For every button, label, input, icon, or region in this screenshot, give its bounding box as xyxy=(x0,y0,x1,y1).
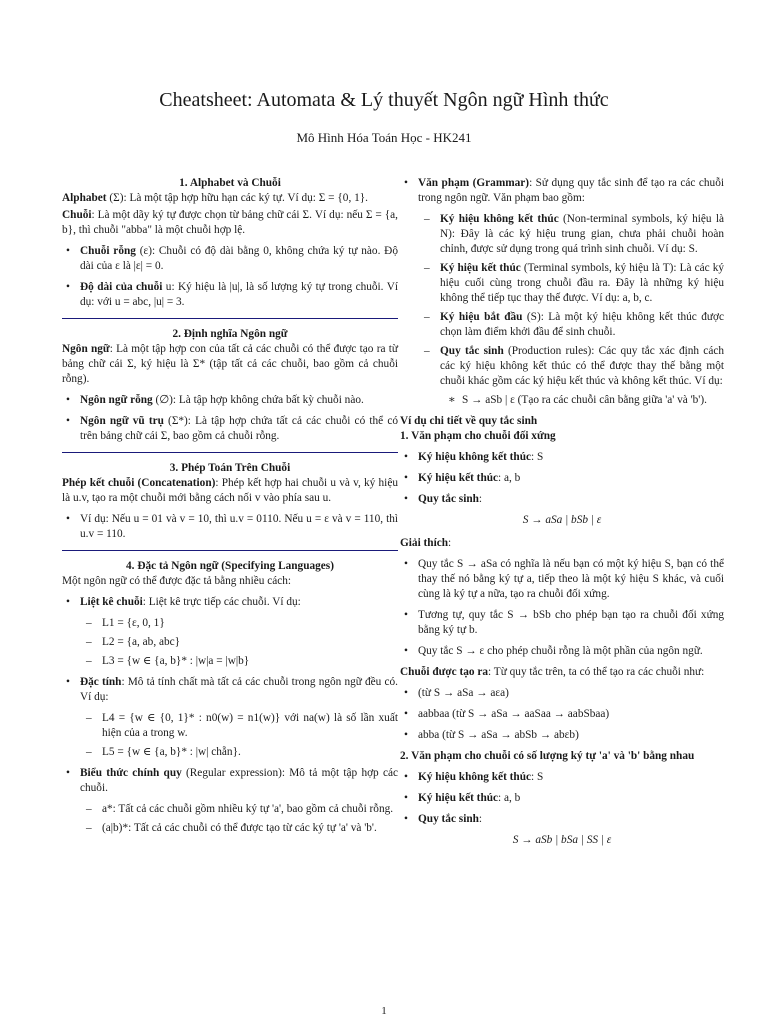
list-item xyxy=(80,766,398,836)
term: Ký hiệu không kết thúc xyxy=(440,213,559,225)
list-item xyxy=(418,812,724,827)
term: Chuỗi được tạo ra xyxy=(400,666,489,678)
bullet-list xyxy=(400,686,724,743)
list-item xyxy=(80,675,398,760)
document-subtitle: Mô Hình Hóa Toán Học - HK241 xyxy=(296,130,472,145)
sub-item: – L4 = {w ∈ {0, 1}* : n0(w) = n1(w)} với na(w) là số lần xuất hiện của a trong w. xyxy=(102,711,398,741)
section-divider xyxy=(62,318,398,319)
text: (Non-terminal symbols, ký hiệu là N): Đây là các ký hiệu trung gian, chưa phải chuỗi hoàn chỉnh, được sử dụng trong quá trình sinh chuỗi. Ví dụ: S. xyxy=(440,213,724,255)
examples-heading: Ví dụ chi tiết về quy tắc sinh xyxy=(400,415,538,427)
example-list xyxy=(440,393,724,408)
term: Ký hiệu không kết thúc xyxy=(418,451,531,463)
bullet-list xyxy=(62,512,398,542)
term: Ngôn ngữ vũ trụ xyxy=(80,415,164,427)
list-item xyxy=(418,791,724,806)
term: Ký hiệu kết thúc xyxy=(440,262,521,274)
sub-item xyxy=(440,310,724,340)
text: u: Ký hiệu là |u|, là số lượng ký tự trong chuỗi. Ví dụ: với u = abc, |u| = 3. xyxy=(80,281,398,308)
grammar-list xyxy=(400,176,724,408)
section-divider xyxy=(62,452,398,453)
list-item: • (từ S → aSa → aεa) xyxy=(418,686,724,701)
bullet-list xyxy=(400,557,724,659)
list-item: • Tương tự, quy tắc S → bSb cho phép bạn tạo ra chuỗi đối xứng bằng ký tự b. xyxy=(418,608,724,638)
list-item xyxy=(80,244,398,274)
list-item xyxy=(418,492,724,507)
text: (Σ*): Là tập hợp chứa tất cả các chuỗi có thể có trên bảng chữ cái Σ, bao gồm cả chuỗi rỗng. xyxy=(80,415,398,442)
term: Quy tắc sinh xyxy=(418,493,479,505)
section-heading: 1. Alphabet và Chuỗi xyxy=(179,177,281,189)
list-item: • Quy tắc S → ε cho phép chuỗi rỗng là một phần của ngôn ngữ. xyxy=(418,644,724,659)
term: Ngôn ngữ xyxy=(62,343,110,355)
list-item xyxy=(80,280,398,310)
term: Độ dài của chuỗi xyxy=(80,281,163,293)
paragraph xyxy=(400,665,724,680)
term: Liệt kê chuỗi xyxy=(80,596,143,608)
text: : xyxy=(478,813,483,825)
text: : Từ quy tắc trên, ta có thể tạo ra các chuỗi như: xyxy=(488,666,705,678)
paragraph xyxy=(62,208,398,238)
term: Biểu thức chính quy xyxy=(80,767,182,779)
example2-heading: 2. Văn phạm cho chuỗi có số lượng ký tự 'a' và 'b' bằng nhau xyxy=(400,750,695,762)
sub-item: – L2 = {a, ab, abc} xyxy=(102,635,398,650)
sub-item: – L3 = {w ∈ {a, b}* : |w|a = |w|b} xyxy=(102,654,398,669)
paragraph xyxy=(62,342,398,387)
term: Phép kết chuỗi (Concatenation) xyxy=(62,477,216,489)
sub-item xyxy=(440,261,724,306)
list-item xyxy=(80,414,398,444)
section-divider xyxy=(62,550,398,551)
text: : a, b xyxy=(498,472,521,484)
text: (ε): Chuỗi có độ dài bằng 0, không chứa ký tự nào. Độ dài của ε là |ε| = 0. xyxy=(80,245,398,272)
sub-item: – L1 = {ε, 0, 1} xyxy=(102,616,398,631)
text: : xyxy=(478,493,483,505)
example1-heading: 1. Văn phạm cho chuỗi đối xứng xyxy=(400,430,556,442)
sub-list xyxy=(80,616,398,669)
text: : Là một tập hợp con của tất cả các chuỗi có thể được tạo ra từ bảng chữ cái Σ, ký hiệu là Σ* (tập tất cả các chuỗi, bao gồm cả chuỗi rỗng). xyxy=(62,343,398,385)
term: Ký hiệu không kết thúc xyxy=(418,771,531,783)
term: Chuỗi rỗng xyxy=(80,245,136,257)
section-language-definition xyxy=(62,327,398,444)
term: Alphabet xyxy=(62,192,107,204)
bullet-list xyxy=(400,450,724,507)
production-rule: S → aSa | bSb | ε xyxy=(522,514,602,526)
text: : S xyxy=(531,451,544,463)
section-heading: 4. Đặc tả Ngôn ngữ (Specifying Languages) xyxy=(126,560,334,572)
list-item: • Ví dụ: Nếu u = 01 và v = 10, thì u.v = 0110. Nếu u = ε và v = 110, thì u.v = 110. xyxy=(80,512,398,542)
text: : S xyxy=(531,771,544,783)
term: Chuỗi xyxy=(62,209,92,221)
term: Ký hiệu kết thúc xyxy=(418,792,499,804)
sub-list xyxy=(418,212,724,408)
term: Quy tắc sinh xyxy=(440,345,504,357)
document-title: Cheatsheet: Automata & Lý thuyết Ngôn ngữ Hình thức xyxy=(159,89,609,111)
text: (Σ): Là một tập hợp hữu hạn các ký tự. Ví dụ: Σ = {0, 1}. xyxy=(106,192,368,204)
text: (Terminal symbols, ký hiệu là T): Là các ký hiệu cuối cùng trong chuỗi đầu ra. Đây là những ký hiệu không thể tiếp tục thay thế được. Ví dụ: a, b, c. xyxy=(440,262,724,304)
paragraph xyxy=(400,536,724,551)
list-item xyxy=(418,471,724,486)
term: Ký hiệu kết thúc xyxy=(418,472,499,484)
sub-item xyxy=(440,212,724,257)
sub-item: – L5 = {w ∈ {a, b}* : |w| chẵn}. xyxy=(102,745,398,760)
section-heading: 3. Phép Toán Trên Chuỗi xyxy=(169,462,291,474)
right-column xyxy=(400,176,724,856)
paragraph xyxy=(62,476,398,506)
list-item: • Quy tắc S → aSa có nghĩa là nếu bạn có một ký hiệu S, bạn có thể thay thế nó bằng ký tự a, tiếp theo là một ký hiệu S khác, và cuối cùng là ký tự a nữa, tạo ra chuỗi đối xứng. xyxy=(418,557,724,602)
page-number: 1 xyxy=(381,1005,387,1017)
text: : a, b xyxy=(498,792,521,804)
list-item: • aabbaa (từ S → aSa → aaSaa → aabSbaa) xyxy=(418,707,724,722)
list-item xyxy=(418,176,724,408)
sub-item: – a*: Tất cả các chuỗi gồm nhiều ký tự 'a', bao gồm cả chuỗi rỗng. xyxy=(102,802,398,817)
term: Quy tắc sinh xyxy=(418,813,479,825)
list-item xyxy=(418,450,724,465)
list-item xyxy=(80,595,398,669)
text: : xyxy=(448,537,452,549)
term: Giải thích xyxy=(400,537,449,549)
text: : Liệt kê trực tiếp các chuỗi. Ví dụ: xyxy=(142,596,301,608)
bullet-list xyxy=(400,770,724,827)
term: Ký hiệu bắt đầu xyxy=(440,311,523,323)
bullet-list xyxy=(62,393,398,444)
bullet-list xyxy=(62,595,398,836)
text: : Phép kết hợp hai chuỗi u và v, ký hiệu là u.v, tạo ra một chuỗi mới bằng cách nối v vào phía sau u. xyxy=(62,477,398,504)
paragraph xyxy=(62,191,398,206)
production-rule: S → aSb | bSa | SS | ε xyxy=(512,834,612,846)
text: : Là một dãy ký tự được chọn từ bảng chữ cái Σ. Ví dụ: nếu Σ = {a, b}, thì chuỗi "abba" là một chuỗi hợp lệ. xyxy=(62,209,398,236)
text: (Production rules): Các quy tắc xác định cách các ký hiệu không kết thúc có thể được thay thế bằng một chuỗi khác gồm các ký hiệu kết thúc và không kết thúc. Ví dụ: xyxy=(440,345,724,387)
sub-item xyxy=(440,344,724,408)
text: (∅): Là tập hợp không chứa bất kỳ chuỗi nào. xyxy=(152,394,364,406)
list-item: • abba (từ S → aSa → abSb → abεb) xyxy=(418,728,724,743)
text: : Sử dụng quy tắc sinh để tạo ra các chuỗi trong ngôn ngữ. Văn phạm bao gồm: xyxy=(418,177,724,204)
list-item xyxy=(418,770,724,785)
list-item xyxy=(80,393,398,408)
text: : Mô tả tính chất mà tất cả các chuỗi trong ngôn ngữ đều có. Ví dụ: xyxy=(80,676,398,703)
section-string-operations xyxy=(62,461,398,542)
section-specifying-languages xyxy=(62,559,398,836)
paragraph: Một ngôn ngữ có thể được đặc tả bằng nhiều cách: xyxy=(62,575,292,587)
sub-list xyxy=(80,711,398,760)
sub-list xyxy=(80,802,398,836)
example-item: ∗ S → aSb | ε (Tạo ra các chuỗi cân bằng giữa 'a' và 'b'). xyxy=(462,393,724,408)
text: (Regular expression): Mô tả một tập hợp các chuỗi. xyxy=(80,767,398,794)
sub-item: – (a|b)*: Tất cả các chuỗi có thể được tạo từ các ký tự 'a' và 'b'. xyxy=(102,821,398,836)
left-column xyxy=(62,176,398,842)
text: (S): Là một ký hiệu không kết thúc được chọn làm điểm khởi đầu để sinh chuỗi. xyxy=(440,311,724,338)
term: Ngôn ngữ rỗng xyxy=(80,394,153,406)
term: Văn phạm (Grammar) xyxy=(418,177,530,189)
section-heading: 2. Định nghĩa Ngôn ngữ xyxy=(172,328,288,340)
bullet-list xyxy=(62,244,398,310)
section-alphabet xyxy=(62,176,398,310)
term: Đặc tính xyxy=(80,676,122,688)
